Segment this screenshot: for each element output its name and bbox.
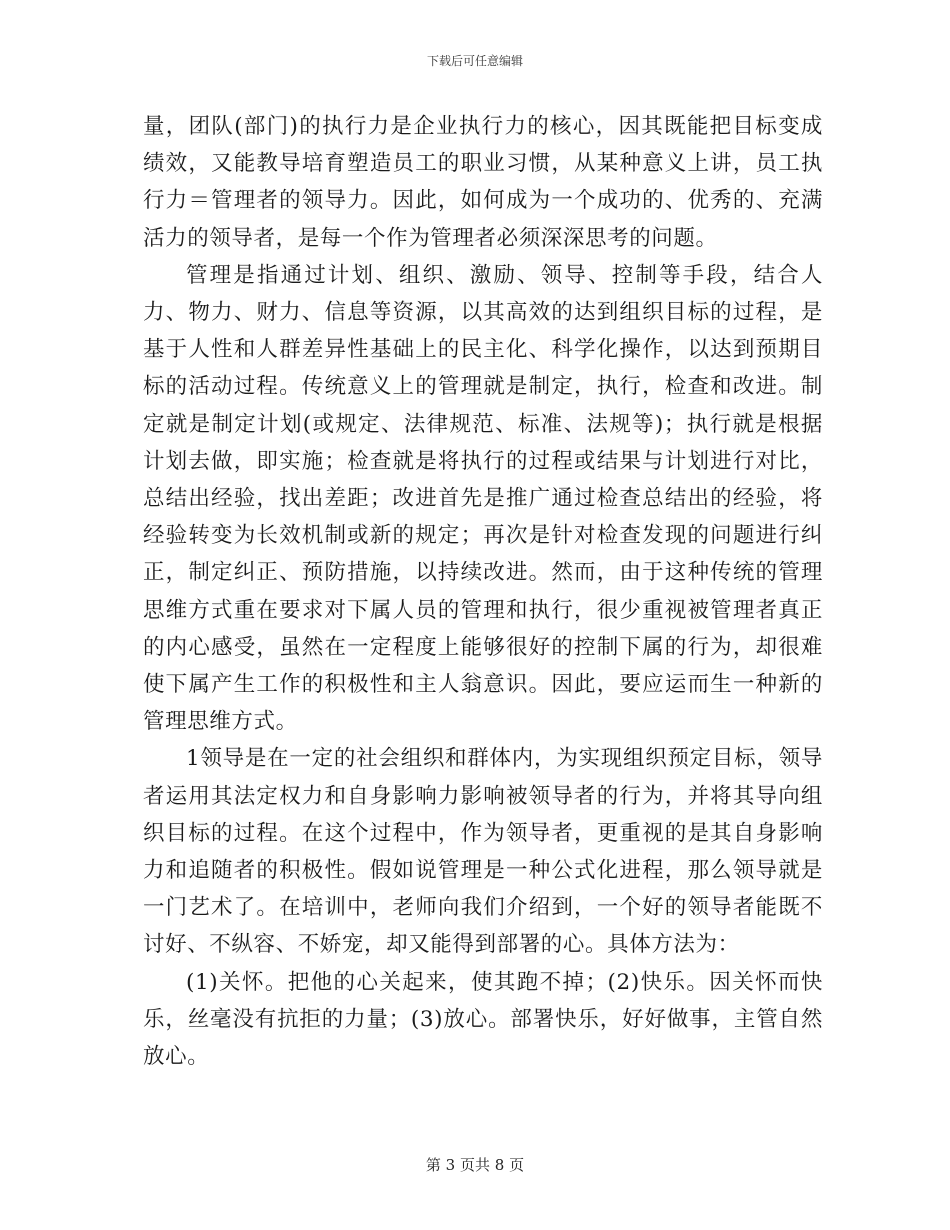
page-header: 下载后可任意编辑: [426, 54, 523, 68]
page-number-footer: 第 3 页共 8 页: [425, 1156, 525, 1174]
document-body: [143, 108, 823, 1075]
paragraph-leadership: 1领导是在一定的社会组织和群体内，为实现组织预定目标，领导者运用其法定权力和自身影响力影响被领导者的行为，并将其导向组织目标的过程。在这个过程中，作为领导者，更重视的是其自身影响力和追随者的积极性。假如说管理是一种公式化进程，那么领导就是一门艺术了。在培训中，老师向我们介绍到，一个好的领导者能既不讨好、不纵容、不娇宠，却又能得到部署的心。具体方法为：: [143, 746, 823, 958]
paragraph-management: 管理是指通过计划、组织、激励、领导、控制等手段，结合人力、物力、财力、信息等资源，以其高效的达到组织目标的过程，是基于人性和人群差异性基础上的民主化、科学化操作，以达到预期目标的活动过程。传统意义上的管理就是制定，执行，检查和改进。制定就是制定计划(或规定、法律规范、标准、法规等)；执行就是根据计划去做，即实施；检查就是将执行的过程或结果与计划进行对比，总结出经验，找出差距；改进首先是推广通过检查总结出的经验，将经验转变为长效机制或新的规定；再次是针对检查发现的问题进行纠正，制定纠正、预防措施，以持续改进。然而，由于这种传统的管理思维方式重在要求对下属人员的管理和执行，很少重视被管理者真正的内心感受，虽然在一定程度上能够很好的控制下属的行为，却很难使下属产生工作的积极性和主人翁意识。因此，要应运而生一种新的管理思维方式。: [143, 262, 823, 735]
paragraph-methods: (1)关怀。把他的心关起来，使其跑不掉；(2)快乐。因关怀而快乐，丝毫没有抗拒的力量；(3)放心。部署快乐，好好做事，主管自然放心。: [143, 969, 823, 1070]
paragraph-continuation: 量，团队(部门)的执行力是企业执行力的核心，因其既能把目标变成绩效，又能教导培育塑造员工的职业习惯，从某种意义上讲，员工执行力＝管理者的领导力。因此，如何成为一个成功的、优秀的、充满活力的领导者，是每一个作为管理者必须深深思考的问题。: [143, 114, 823, 251]
